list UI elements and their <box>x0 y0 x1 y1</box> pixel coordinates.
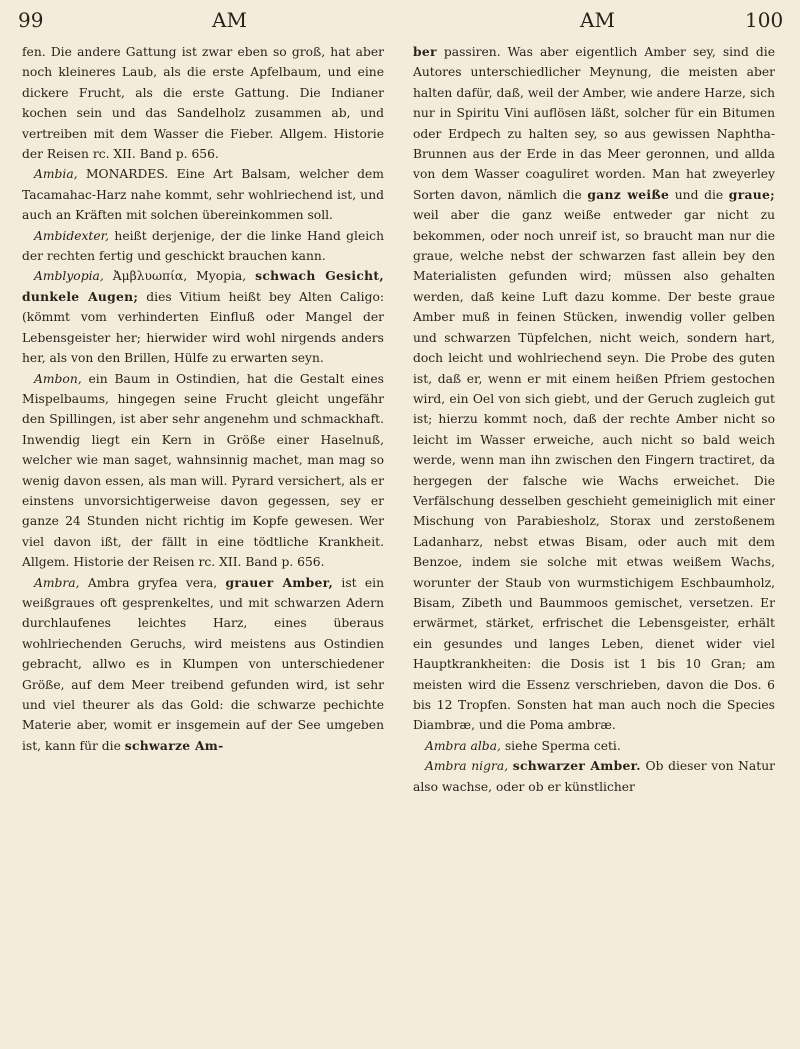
guideword-left: AM <box>212 8 247 32</box>
entry-ambra-nigra <box>413 756 775 797</box>
entry-text: heißt derjenige, der die linke Hand gleich der rechten fertig und geschickt brauchen kann. <box>22 228 384 264</box>
entry-text: siehe Sperma ceti. <box>504 738 621 753</box>
entry-text: dies Vitium heißt bey Alten Caligo: (kömmt vom verhinderten Einfluß oder Mangel der Lebensgeister her; hierwider wird wohl nirgends anders her, als von den Brillen, Hülfe zu erwarten seyn. <box>22 289 384 366</box>
latin-term: Ambra gryfea vera, <box>87 575 218 590</box>
entry-text: weil aber die ganz weiße entweder gar nicht zu bekommen, oder noch unreif ist, so braucht man nur die graue, welche nebst der schwarzen fast allein bey den Materialisten gefunden wird; müssen also gehalten werden, daß keine Luft dazu komme. Der beste graue Amber muß in feinen Stücken, inwendig voller gelben und schwarzen Tüpfelchen, nicht weich, sondern hart, doch leicht und wohlriechend seyn. Die Probe des guten ist, daß er, wenn er mit einem heißen Pfriem gestochen wird, ein Oel von sich giebt, und der Geruch zugleich gut ist; hierzu kommt noch, daß der rechte Amber nicht so leicht im Wasser erweiche, auch nicht so bald weich werde, wenn man ihn zwischen den Fingern tractiret, da hergegen der falsche wie Wachs erweichet. Die Verfälschung desselben geschieht gemeiniglich mit einer Mischung von Parabiesholz, Storax und zerstoßenem Ladanharz, nebst etwas Bisam, oder auch mit dem Benzoe, indem sie solche mit etwas weißem Wachs, worunter der Staub von wurmstichigem Eschbaumholz, Bisam, Zibeth und Baummoos gemischet, versetzen. Er erwärmet, stärket, erfrischet die Lebensgeister, erhält ein gesundes und langes Leben, dienet wider viel Hauptkrankheiten: die Dosis ist 1 bis 10 Gran; am meisten wird die Essenz verschrieben, davon die Dos. 6 bis 12 Tropfen. Sonsten hat man auch noch die Species Diambræ, und die Poma ambræ. <box>413 208 775 733</box>
running-header <box>0 0 800 40</box>
page-number-right: 100 <box>745 8 784 32</box>
german-term: ganz weiße <box>587 186 670 202</box>
german-term: schwach Gesicht, dunkele Augen; <box>22 268 384 304</box>
entry-text: ist ein weißgraues oft gesprenkeltes, und mit schwarzen Adern durchlaufenes leichtes Harz, eines überaus wohlriechenden Geruchs, wird meistens aus Ostindien gebracht, allwo es in Klumpen von unterschiedener Größe, auf dem Meer treibend gefunden wird, ist sehr und viel theurer als das Gold: die schwarze pechichte Materie aber, womit er insgemein auf der See umgeben ist, kann für die <box>22 575 384 753</box>
headword: Ambia, <box>34 167 78 182</box>
german-term: grauer Amber, <box>225 574 334 590</box>
entry-text: fen. Die andere Gattung ist zwar eben so groß, hat aber noch kleineres Laub, als die erste Apfelbaum, und eine dickere Frucht, als die erste Gattung. Die Indianer kochen sein und das Sandelholz zusammen ab, und vertreiben mit dem Wasser die Fieber. Allgem. Historie der Reisen rc. XII. Band p. 656. <box>22 45 384 162</box>
entry-text: Ob dieser von Natur also wachse, oder ob er künstlicher <box>413 759 775 794</box>
page-number-left: 99 <box>18 8 44 32</box>
headword: Ambidexter, <box>34 228 110 243</box>
entry-ambia <box>22 164 384 225</box>
latin-term: Myopia, <box>196 269 247 284</box>
headword: Amblyopia, <box>34 269 104 284</box>
greek-term: Ἀμβλυωπία, <box>112 269 188 284</box>
entry-text: und die <box>674 187 724 202</box>
entry-continuation <box>22 42 384 164</box>
left-column <box>22 42 384 756</box>
headword: Ambra, <box>34 575 80 590</box>
german-term: ber <box>413 44 437 59</box>
author-name: MONARDES. <box>85 167 169 182</box>
headword: Ambra alba, <box>425 738 501 753</box>
german-term: graue; <box>728 186 775 202</box>
entry-ambidexter <box>22 226 384 267</box>
entry-ambon <box>22 369 384 573</box>
entry-text: ein Baum in Ostindien, hat die Gestalt eines Mispelbaums, hingegen seine Frucht gleicht ungefähr den Spillingen, ist aber sehr angenehm und schmackhaft. Inwendig liegt ein Kern in Größe einer Haselnuß, welcher wie man saget, wahnsinnig machet, man mag so wenig davon essen, als man will. Pyrard versichert, als er einstens unvorsichtigerweise davon gegessen, sey er ganze 24 Stunden nicht richtig im Kopfe gewesen. Wer viel davon ißt, der fällt in eine tödtliche Krankheit. Allgem. Historie der Reisen rc. XII. Band p. 656. <box>22 371 384 570</box>
entry-text: passiren. Was aber eigentlich Amber sey, sind die Autores unterschiedlicher Meynung, die meisten aber halten dafür, daß, weil der Amber, wie andere Harze, sich nur in Spiritu Vini auflösen läßt, solcher für ein Bitumen oder Erdpech zu halten sey, so aus gewissen Naphtha-Brunnen aus der Erde in das Meer geronnen, und allda von dem Wasser coaguliret worden. Man hat zweyerley Sorten davon, nämlich die <box>413 45 775 202</box>
entry-amblyopia <box>22 266 384 368</box>
entry-text: Eine Art Balsam, welcher dem Tacamahac-Harz nahe kommt, sehr wohlriechend ist, und auch an Kräften mit solchen übereinkommen soll. <box>22 167 384 223</box>
german-term: schwarze Am- <box>124 737 224 753</box>
german-term: schwarzer Amber. <box>512 758 641 774</box>
entry-ambra-alba <box>413 736 775 756</box>
headword: Ambon, <box>34 371 82 386</box>
entry-continuation <box>413 42 775 736</box>
right-column <box>413 42 775 797</box>
headword: Ambra nigra, <box>425 759 509 774</box>
entry-ambra <box>22 573 384 757</box>
guideword-right: AM <box>580 8 615 32</box>
